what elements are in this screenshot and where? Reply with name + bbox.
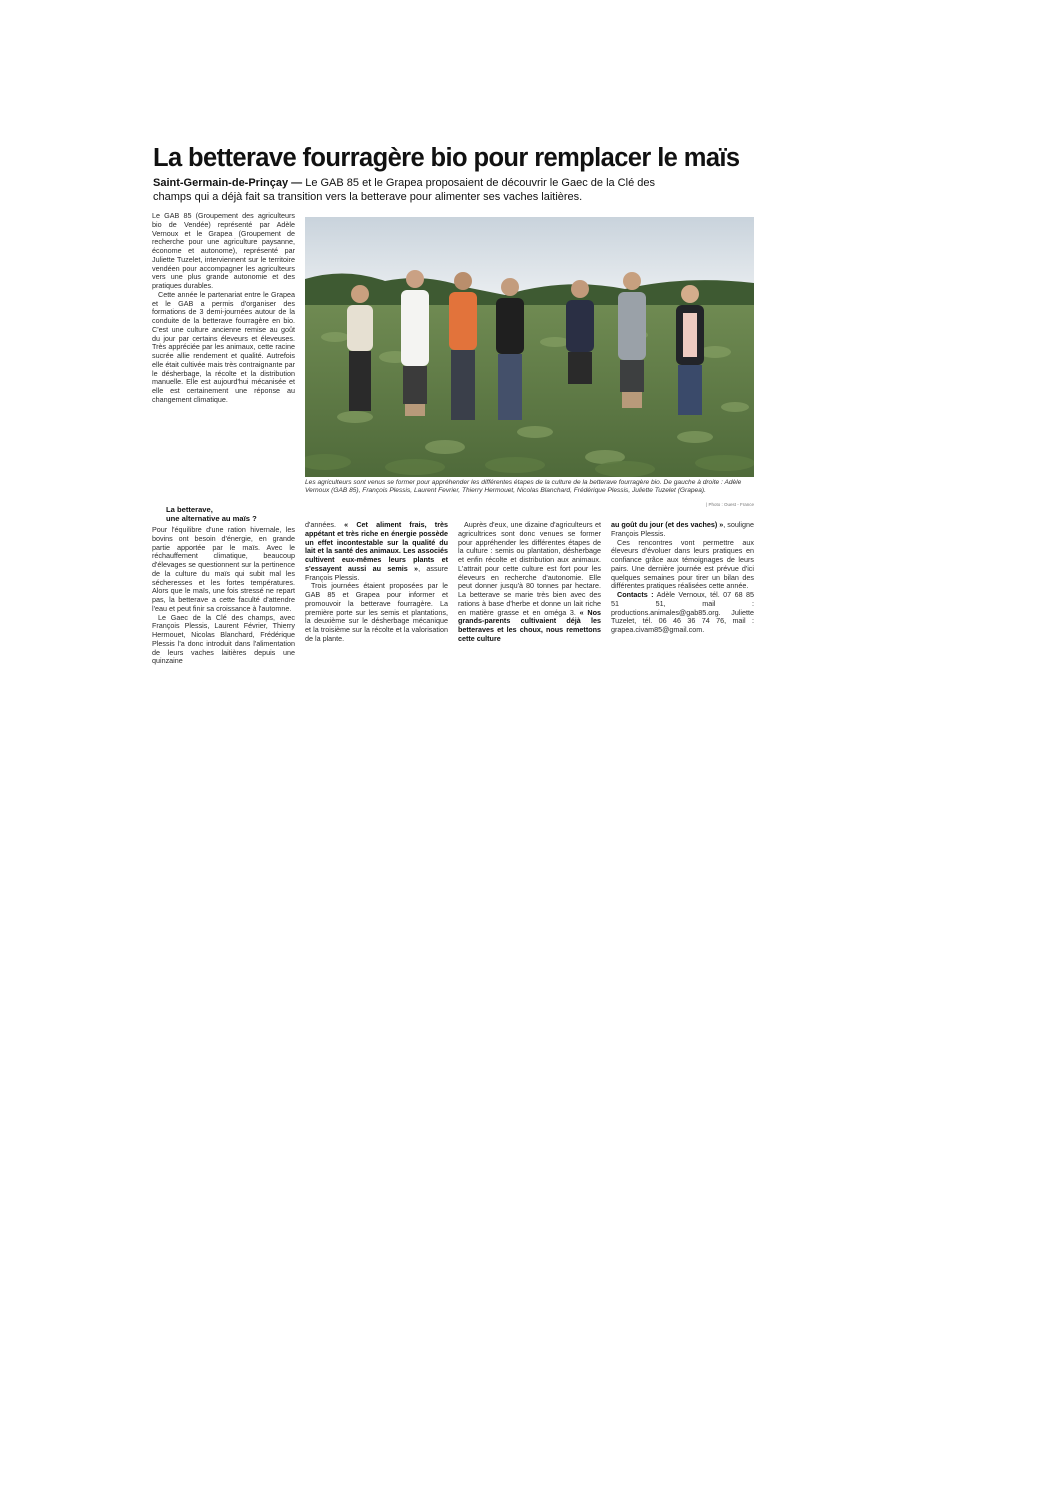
column-3 [458,521,601,644]
subheading-line-2: une alternative au maïs ? [166,514,257,523]
article-dateline: Saint-Germain-de-Prinçay — [153,177,303,189]
col1-paragraph-4: Le Gaec de la Clé des champs, avec François Plessis, Laurent Février, Thierry Hermouet, Nicolas Blanchard, Frédérique Plessis l'a donc introduit dans l'alimentation de leurs vaches laitières depuis une quinzaine [152,612,295,666]
col2-paragraph-1 [305,521,448,582]
contacts-text: Adèle Vernoux, tél. 07 68 85 51 51, mail : productions.animales@gab85.org. Juliette Tuzelet, tél. 06 46 36 74 76, mail : grapea.civam85@gmail.com. [611,590,754,634]
article-lead-text: Le GAB 85 et le Grapea proposaient de découvrir le Gaec de la Clé des champs qui a déjà fait sa transition vers la betterave pour alimenter ses vaches laitières. [153,177,655,203]
contacts-label: Contacts : [617,590,654,599]
col4-quote: au goût du jour (et des vaches) » [611,520,724,529]
col2-paragraph-2: Trois journées étaient proposées par le GAB 85 et Grapea pour informer et promouvoir la betterave fourragère. La première porte sur les semis et plantations, la deuxième sur le désherbage mécanique et la troisième sur la récolte et la valorisation de la plante. [305,581,448,643]
article-lead [153,176,673,204]
column-1-top [152,212,295,405]
col2-p1-start: d'années. [305,520,345,529]
col1-paragraph-3: Pour l'équilibre d'une ration hivernale, les bovins ont besoin d'énergie, en grande partie apportée par le maïs. Avec le réchauffement climatique, beaucoup d'élevages se questionnent sur la pertinence de la culture du maïs qui subit mal les sécheresses et les fortes températures. Alors que le maïs, une fois stressé ne repart pas, la betterave a cette faculté d'attendre l'eau et peut finir sa croissance à l'automne. [152,525,295,613]
article-title: La betterave fourragère bio pour remplacer le maïs [153,144,740,172]
person-4 [496,278,524,420]
col3-paragraph-1 [458,521,601,644]
person-2 [401,270,429,416]
col2-p1-end: , assure François Plessis. [305,563,448,582]
person-6 [618,272,646,408]
col4-paragraph-1 [611,521,754,539]
photo-credit: | Photo : Ouest - France [706,502,754,507]
article-photo [305,217,754,477]
col4-paragraph-2: Ces rencontres vont permettre aux éleveurs d'évoluer dans leurs pratiques en confiance grâce aux témoignages de leurs pairs. Une dernière journée est prévue d'ici quelques semaines pour tirer un bilan des différentes pratiques réalisées cette année. [611,537,754,591]
col4-p1-end: , souligne François Plessis. [611,520,755,538]
col2-quote: « Cet aliment frais, très appétant et très riche en énergie possède un effet incontestable sur la qualité du lait et la santé des animaux. Les associés cultivent eux-mêmes leurs plants et s'essayent aussi au semis » [305,520,448,573]
column-4 [611,521,754,635]
col1-paragraph-1: Le GAB 85 (Groupement des agriculteurs bio de Vendée) représenté par Adèle Vernoux et le Grapea (Groupement de recherche pour une agriculture paysanne, économe et autonome), représenté par Juliette Tuzelet, interviennent sur le territoire vendéen pour accompagner les agriculteurs vers une plus grande autonomie et des pratiques durables. [152,211,295,290]
column-2 [305,521,448,644]
column-1-bottom [152,500,295,666]
contacts-paragraph [611,591,754,635]
col1-paragraph-2: Cette année le partenariat entre le Grapea et le GAB a permis d'organiser des formations de 3 demi-journées autour de la conduite de la betterave fourragère en bio. C'est une culture ancienne remise au goût du jour par certains éleveurs et éleveuses. Très appréciée par les animaux, cette racine sucrée allie rendement et qualité. Autrefois elle était cultivée mais très contraignante par le désherbage, la récolte et la distribution manuelle. Elle est aujourd'hui mécanisée et elle est certainement une réponse au changement climatique. [152,289,295,404]
subheading-line-1: La betterave, [166,505,213,514]
article-subheading [152,505,295,523]
col3-p1-text: Auprès d'eux, une dizaine d'agriculteurs et agricultrices sont donc venues se former pour appréhender les différentes étapes de la culture : semis ou plantation, désherbage et enfin récolte et distribution aux animaux. L'attrait pour cette culture est fort pour les éleveurs en recherche d'autonomie. Elle peut donner jusqu'à 80 tonnes par hectare. La betterave se marie très bien avec des rations à base d'herbe et donne un lait riche en matière grasse et en oméga 3. [458,520,601,617]
col3-quote: « Nos grands-parents cultivaient déjà les betteraves et les choux, nous remettons cette culture [458,607,601,643]
photo-caption: Les agriculteurs sont venus se former pour appréhender les différentes étapes de la culture de la betterave fourragère bio. De gauche à droite : Adèle Vernoux (GAB 85), François Plessis, Laurent Fevrier, Thierry Hermouet, Nicolas Blanchard, Frédérique Plessis, Juliette Tuzelet (Grapea). [305,479,742,494]
person-3 [449,272,477,420]
